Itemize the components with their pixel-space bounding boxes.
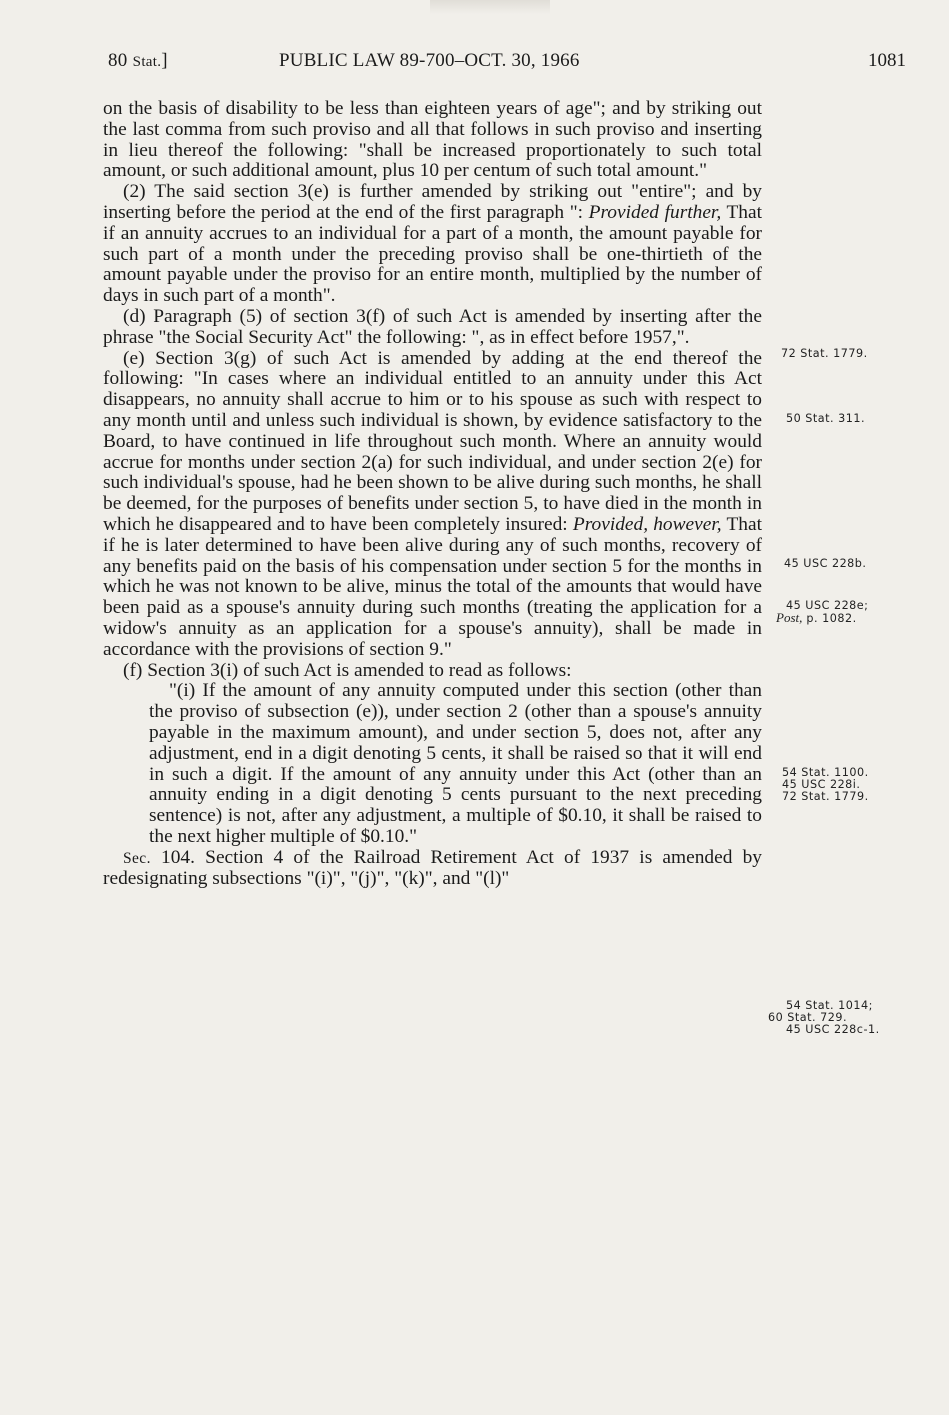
- paragraph: (d) Paragraph (5) of section 3(f) of such Act is amended by inserting after the phrase "the Social Security Act" the following: ", as in effect before 1957,".: [103, 305, 762, 348]
- margin-note: 45 USC 228e; Post, p. 1082.: [776, 599, 869, 625]
- main-text: [103, 99, 762, 890]
- margin-note: 54 Stat. 1100. 45 USC 228i. 72 Stat. 1779.: [782, 766, 869, 803]
- quoted-subsection: "(i) If the amount of any annuity computed under this section (other than the proviso of subsection (e)), under section 2 (other than a spouse's annuity payable in the maximum amount), and under section 5, does not, after any adjustment, end in a digit denoting 5 cents, it shall be raised so that it will end in such a digit. If the amount of any annuity under this Act (other than an annuity ending in a digit denoting 5 cents pursuant to the next preceding sentence) is not, after any adjustment, a multiple of $0.10, it shall be raised to the next higher multiple of $0.10.": [149, 680, 762, 847]
- margin-note: 50 Stat. 311.: [786, 412, 866, 425]
- margin-note: 72 Stat. 1779.: [781, 347, 868, 360]
- running-header: [0, 50, 949, 82]
- header-volume: 80 Stat.]: [108, 50, 168, 71]
- paragraph: (2) The said section 3(e) is further amended by striking out "entire"; and by inserting before the period at the end of the first paragraph ": Provided further, That if an annuity accrues to an individual for a part of a month, the amount payable for such part of a month under the preceding proviso shall be one-thirtieth of the amount payable under the proviso for an entire month, multiplied by the number of days in such part of a month".: [103, 181, 762, 307]
- margin-note: 54 Stat. 1014; 60 Stat. 729. 45 USC 228c-1.: [768, 999, 880, 1036]
- paragraph: on the basis of disability to be less than eighteen years of age"; and by striking out the last comma from such proviso and all that follows in such proviso and inserting in lieu thereof the following: "shall be increased proportionately to such total amount, or such additional amount, plus 10 per centum of such total amount.": [103, 98, 762, 182]
- bleed-through-mark: [430, 0, 550, 14]
- page-number: 1081: [868, 50, 906, 71]
- paragraph: (f) Section 3(i) of such Act is amended to read as follows:: [123, 659, 572, 681]
- margin-note: 45 USC 228b.: [784, 557, 867, 570]
- paragraph: (e) Section 3(g) of such Act is amended by adding at the end thereof the following: "In cases where an individual entitled to an annuity under this Act disappears, no annuity shall accrue to him or to his spouse as such with respect to any month until and unless such individual is shown, by evidence satisfactory to the Board, to have continued in life throughout such month. Where an annuity would accrue for months under section 2(a) for such individual, and under section 2(e) for such individual's spouse, had he been shown to be alive during such months, he shall be deemed, for the purposes of benefits under section 5, to have died in the month in which he disappeared and to have been completely insured: Provided, however, That if he is later determined to have been alive during any of such months, recovery of any benefits paid on the basis of his compensation under section 5 for the months in which he was not known to be alive, minus the total of the amounts that would have been paid as a spouse's annuity during such months (treating the application for a widow's annuity as an application for a spouse's annuity), shall be made in accordance with the provisions of section 9.": [103, 347, 762, 660]
- header-title: PUBLIC LAW 89-700–OCT. 30, 1966: [279, 50, 580, 71]
- section-104: Sec. 104. Section 4 of the Railroad Retirement Act of 1937 is amended by redesignating subsections "(i)", "(j)", "(k)", and "(l)": [103, 846, 762, 890]
